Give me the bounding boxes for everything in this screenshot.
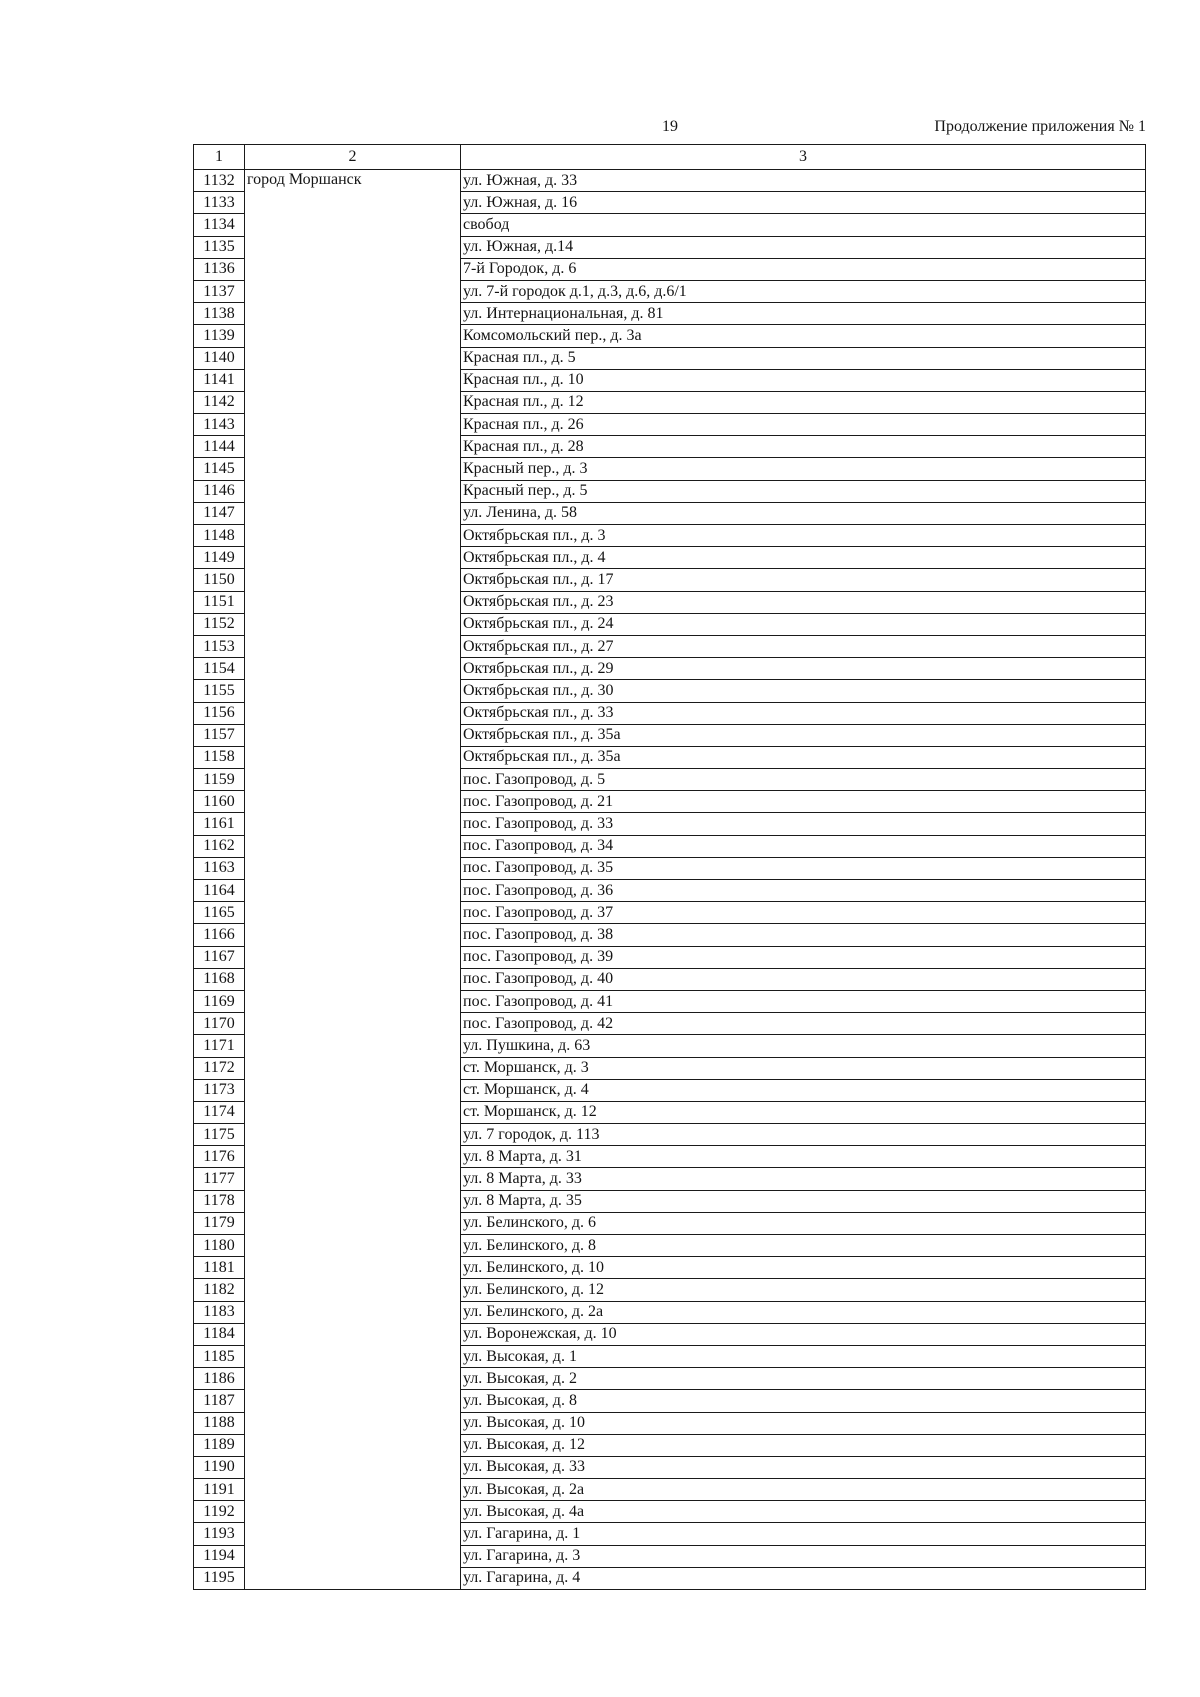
address-cell: Красный пер., д. 5 <box>461 480 1146 502</box>
address-cell: ул. Белинского, д. 8 <box>461 1235 1146 1257</box>
settlement-cell: город Моршанск <box>245 170 461 192</box>
table-row <box>194 924 1146 946</box>
row-number-cell: 1136 <box>194 258 245 280</box>
row-number-cell: 1175 <box>194 1124 245 1146</box>
table-row <box>194 192 1146 214</box>
table-row <box>194 369 1146 391</box>
row-number-cell: 1178 <box>194 1190 245 1212</box>
settlement-cell <box>245 569 461 591</box>
table-row <box>194 1456 1146 1478</box>
row-number-cell: 1191 <box>194 1479 245 1501</box>
row-number-cell: 1146 <box>194 480 245 502</box>
row-number-cell: 1147 <box>194 502 245 524</box>
table-row <box>194 1545 1146 1567</box>
address-cell: ул. Пушкина, д. 63 <box>461 1035 1146 1057</box>
table-row <box>194 724 1146 746</box>
table-row <box>194 236 1146 258</box>
address-cell: пос. Газопровод, д. 33 <box>461 813 1146 835</box>
row-number-cell: 1186 <box>194 1368 245 1390</box>
row-number-cell: 1160 <box>194 791 245 813</box>
settlement-cell <box>245 1279 461 1301</box>
row-number-cell: 1195 <box>194 1567 245 1589</box>
table-row <box>194 968 1146 990</box>
table-row <box>194 613 1146 635</box>
address-cell: пос. Газопровод, д. 34 <box>461 835 1146 857</box>
row-number-cell: 1142 <box>194 391 245 413</box>
address-cell: ул. 7-й городок д.1, д.3, д.6, д.6/1 <box>461 280 1146 302</box>
settlement-cell <box>245 547 461 569</box>
settlement-cell <box>245 880 461 902</box>
settlement-cell <box>245 1190 461 1212</box>
address-cell: ул. Высокая, д. 12 <box>461 1434 1146 1456</box>
address-cell: ул. Ленина, д. 58 <box>461 502 1146 524</box>
table-row <box>194 569 1146 591</box>
table-row <box>194 325 1146 347</box>
table-row <box>194 1567 1146 1589</box>
row-number-cell: 1165 <box>194 902 245 924</box>
table-row <box>194 680 1146 702</box>
row-number-cell: 1162 <box>194 835 245 857</box>
address-cell: Октябрьская пл., д. 33 <box>461 702 1146 724</box>
address-cell: ул. Гагарина, д. 4 <box>461 1567 1146 1589</box>
table-row <box>194 480 1146 502</box>
address-cell: Красный пер., д. 3 <box>461 458 1146 480</box>
table-row <box>194 347 1146 369</box>
address-cell: ул. 8 Марта, д. 35 <box>461 1190 1146 1212</box>
address-cell: ул. Южная, д.14 <box>461 236 1146 258</box>
address-cell: Октябрьская пл., д. 3 <box>461 525 1146 547</box>
table-row <box>194 1079 1146 1101</box>
settlement-cell <box>245 1013 461 1035</box>
settlement-cell <box>245 835 461 857</box>
settlement-cell <box>245 1301 461 1323</box>
table-row <box>194 702 1146 724</box>
address-cell: 7-й Городок, д. 6 <box>461 258 1146 280</box>
settlement-cell <box>245 658 461 680</box>
settlement-cell <box>245 1235 461 1257</box>
table-row <box>194 635 1146 657</box>
settlement-cell <box>245 1345 461 1367</box>
table-row <box>194 769 1146 791</box>
table-row <box>194 880 1146 902</box>
table-row <box>194 170 1146 192</box>
settlement-cell <box>245 1523 461 1545</box>
address-cell: Красная пл., д. 5 <box>461 347 1146 369</box>
address-cell: пос. Газопровод, д. 40 <box>461 968 1146 990</box>
page-number: 19 <box>662 118 678 135</box>
settlement-cell <box>245 1434 461 1456</box>
settlement-cell <box>245 458 461 480</box>
row-number-cell: 1181 <box>194 1257 245 1279</box>
row-number-cell: 1183 <box>194 1301 245 1323</box>
address-cell: Красная пл., д. 12 <box>461 391 1146 413</box>
address-cell: Октябрьская пл., д. 29 <box>461 658 1146 680</box>
address-cell: ул. Белинского, д. 2а <box>461 1301 1146 1323</box>
column-header-2: 2 <box>245 145 461 170</box>
row-number-cell: 1182 <box>194 1279 245 1301</box>
row-number-cell: 1185 <box>194 1345 245 1367</box>
table-row <box>194 813 1146 835</box>
table-row <box>194 946 1146 968</box>
settlement-cell <box>245 613 461 635</box>
table-row <box>194 1368 1146 1390</box>
row-number-cell: 1139 <box>194 325 245 347</box>
row-number-cell: 1189 <box>194 1434 245 1456</box>
address-cell: ул. Высокая, д. 2а <box>461 1479 1146 1501</box>
table-row <box>194 1412 1146 1434</box>
table-row <box>194 391 1146 413</box>
row-number-cell: 1157 <box>194 724 245 746</box>
address-cell: Комсомольский пер., д. 3а <box>461 325 1146 347</box>
row-number-cell: 1177 <box>194 1168 245 1190</box>
address-cell: ст. Моршанск, д. 4 <box>461 1079 1146 1101</box>
table-row <box>194 1434 1146 1456</box>
table-row <box>194 1057 1146 1079</box>
address-cell: ул. Белинского, д. 12 <box>461 1279 1146 1301</box>
row-number-cell: 1156 <box>194 702 245 724</box>
row-number-cell: 1179 <box>194 1212 245 1234</box>
table-row <box>194 902 1146 924</box>
settlement-cell <box>245 480 461 502</box>
row-number-cell: 1150 <box>194 569 245 591</box>
row-number-cell: 1154 <box>194 658 245 680</box>
row-number-cell: 1152 <box>194 613 245 635</box>
row-number-cell: 1169 <box>194 990 245 1012</box>
column-header-3: 3 <box>461 145 1146 170</box>
settlement-cell <box>245 502 461 524</box>
settlement-cell <box>245 1323 461 1345</box>
table-row <box>194 1168 1146 1190</box>
table-row <box>194 835 1146 857</box>
table-row <box>194 525 1146 547</box>
row-number-cell: 1172 <box>194 1057 245 1079</box>
table-row <box>194 303 1146 325</box>
table-row <box>194 280 1146 302</box>
settlement-cell <box>245 680 461 702</box>
address-cell: ул. 7 городок, д. 113 <box>461 1124 1146 1146</box>
table-row <box>194 1523 1146 1545</box>
address-cell: пос. Газопровод, д. 41 <box>461 990 1146 1012</box>
settlement-cell <box>245 1035 461 1057</box>
row-number-cell: 1145 <box>194 458 245 480</box>
address-cell: ул. 8 Марта, д. 33 <box>461 1168 1146 1190</box>
address-cell: пос. Газопровод, д. 38 <box>461 924 1146 946</box>
row-number-cell: 1155 <box>194 680 245 702</box>
address-cell: пос. Газопровод, д. 36 <box>461 880 1146 902</box>
table-row <box>194 1323 1146 1345</box>
row-number-cell: 1171 <box>194 1035 245 1057</box>
settlement-cell <box>245 1079 461 1101</box>
table-row <box>194 1212 1146 1234</box>
row-number-cell: 1132 <box>194 170 245 192</box>
row-number-cell: 1144 <box>194 436 245 458</box>
table-row <box>194 1146 1146 1168</box>
settlement-cell <box>245 902 461 924</box>
row-number-cell: 1140 <box>194 347 245 369</box>
row-number-cell: 1184 <box>194 1323 245 1345</box>
address-cell: ст. Моршанск, д. 12 <box>461 1101 1146 1123</box>
settlement-cell <box>245 1168 461 1190</box>
address-cell: ул. Высокая, д. 33 <box>461 1456 1146 1478</box>
table-row <box>194 547 1146 569</box>
settlement-cell <box>245 325 461 347</box>
table-row <box>194 990 1146 1012</box>
address-cell: ул. Высокая, д. 2 <box>461 1368 1146 1390</box>
row-number-cell: 1180 <box>194 1235 245 1257</box>
settlement-cell <box>245 724 461 746</box>
address-cell: ул. Высокая, д. 10 <box>461 1412 1146 1434</box>
address-cell: ул. Южная, д. 16 <box>461 192 1146 214</box>
row-number-cell: 1163 <box>194 857 245 879</box>
settlement-cell <box>245 192 461 214</box>
settlement-cell <box>245 1057 461 1079</box>
settlement-cell <box>245 1479 461 1501</box>
table-row <box>194 436 1146 458</box>
table-row <box>194 857 1146 879</box>
address-cell: Красная пл., д. 28 <box>461 436 1146 458</box>
settlement-cell <box>245 635 461 657</box>
address-cell: пос. Газопровод, д. 35 <box>461 857 1146 879</box>
table-row <box>194 1235 1146 1257</box>
table-row <box>194 258 1146 280</box>
table-row <box>194 658 1146 680</box>
table-row <box>194 1390 1146 1412</box>
appendix-continuation-note: Продолжение приложения № 1 <box>934 118 1146 135</box>
address-cell: ул. 8 Марта, д. 31 <box>461 1146 1146 1168</box>
row-number-cell: 1159 <box>194 769 245 791</box>
address-cell: ул. Высокая, д. 4а <box>461 1501 1146 1523</box>
table-row <box>194 1101 1146 1123</box>
row-number-cell: 1176 <box>194 1146 245 1168</box>
settlement-cell <box>245 990 461 1012</box>
settlement-cell <box>245 813 461 835</box>
table-row <box>194 1035 1146 1057</box>
settlement-cell <box>245 414 461 436</box>
settlement-cell <box>245 591 461 613</box>
settlement-cell <box>245 258 461 280</box>
settlement-cell <box>245 391 461 413</box>
address-cell: ул. Высокая, д. 1 <box>461 1345 1146 1367</box>
row-number-cell: 1194 <box>194 1545 245 1567</box>
settlement-cell <box>245 1124 461 1146</box>
table-row <box>194 1501 1146 1523</box>
row-number-cell: 1148 <box>194 525 245 547</box>
row-number-cell: 1133 <box>194 192 245 214</box>
table-row <box>194 1345 1146 1367</box>
table-row <box>194 791 1146 813</box>
settlement-cell <box>245 1146 461 1168</box>
address-cell: Октябрьская пл., д. 35а <box>461 746 1146 768</box>
row-number-cell: 1193 <box>194 1523 245 1545</box>
table-row <box>194 1479 1146 1501</box>
settlement-cell <box>245 1257 461 1279</box>
table-row <box>194 1279 1146 1301</box>
table-row <box>194 414 1146 436</box>
row-number-cell: 1168 <box>194 968 245 990</box>
table-row <box>194 214 1146 236</box>
settlement-cell <box>245 946 461 968</box>
row-number-cell: 1153 <box>194 635 245 657</box>
settlement-cell <box>245 857 461 879</box>
address-cell: Октябрьская пл., д. 4 <box>461 547 1146 569</box>
row-number-cell: 1164 <box>194 880 245 902</box>
table-row <box>194 1013 1146 1035</box>
address-cell: ул. Интернациональная, д. 81 <box>461 303 1146 325</box>
settlement-cell <box>245 746 461 768</box>
settlement-cell <box>245 1101 461 1123</box>
table-body <box>194 170 1146 1590</box>
row-number-cell: 1192 <box>194 1501 245 1523</box>
settlement-cell <box>245 525 461 547</box>
address-cell: Октябрьская пл., д. 27 <box>461 635 1146 657</box>
table-row <box>194 1301 1146 1323</box>
address-cell: ул. Высокая, д. 8 <box>461 1390 1146 1412</box>
address-cell: пос. Газопровод, д. 21 <box>461 791 1146 813</box>
row-number-cell: 1188 <box>194 1412 245 1434</box>
table-row <box>194 458 1146 480</box>
address-cell: ул. Белинского, д. 6 <box>461 1212 1146 1234</box>
row-number-cell: 1173 <box>194 1079 245 1101</box>
address-cell: Красная пл., д. 10 <box>461 369 1146 391</box>
table-header-row <box>194 145 1146 170</box>
settlement-cell <box>245 1545 461 1567</box>
row-number-cell: 1151 <box>194 591 245 613</box>
row-number-cell: 1138 <box>194 303 245 325</box>
table-row <box>194 1257 1146 1279</box>
settlement-cell <box>245 968 461 990</box>
settlement-cell <box>245 1412 461 1434</box>
row-number-cell: 1158 <box>194 746 245 768</box>
row-number-cell: 1190 <box>194 1456 245 1478</box>
address-cell: ул. Гагарина, д. 1 <box>461 1523 1146 1545</box>
row-number-cell: 1174 <box>194 1101 245 1123</box>
settlement-cell <box>245 236 461 258</box>
row-number-cell: 1161 <box>194 813 245 835</box>
address-cell: ул. Гагарина, д. 3 <box>461 1545 1146 1567</box>
row-number-cell: 1143 <box>194 414 245 436</box>
address-cell: Октябрьская пл., д. 30 <box>461 680 1146 702</box>
table-row <box>194 746 1146 768</box>
column-header-1: 1 <box>194 145 245 170</box>
address-cell: Октябрьская пл., д. 35а <box>461 724 1146 746</box>
table-row <box>194 1124 1146 1146</box>
row-number-cell: 1167 <box>194 946 245 968</box>
table-row <box>194 1190 1146 1212</box>
address-cell: пос. Газопровод, д. 42 <box>461 1013 1146 1035</box>
settlement-cell <box>245 1567 461 1589</box>
address-cell: ст. Моршанск, д. 3 <box>461 1057 1146 1079</box>
row-number-cell: 1141 <box>194 369 245 391</box>
row-number-cell: 1166 <box>194 924 245 946</box>
settlement-cell <box>245 214 461 236</box>
address-cell: Октябрьская пл., д. 17 <box>461 569 1146 591</box>
settlement-cell <box>245 1368 461 1390</box>
address-cell: пос. Газопровод, д. 39 <box>461 946 1146 968</box>
address-cell: Октябрьская пл., д. 24 <box>461 613 1146 635</box>
row-number-cell: 1137 <box>194 280 245 302</box>
table-row <box>194 502 1146 524</box>
address-cell: Красная пл., д. 26 <box>461 414 1146 436</box>
table-row <box>194 591 1146 613</box>
settlement-cell <box>245 1212 461 1234</box>
settlement-cell <box>245 347 461 369</box>
row-number-cell: 1149 <box>194 547 245 569</box>
settlement-cell <box>245 436 461 458</box>
settlement-cell <box>245 280 461 302</box>
settlement-cell <box>245 791 461 813</box>
settlement-cell <box>245 1456 461 1478</box>
address-cell: свобод <box>461 214 1146 236</box>
settlement-cell <box>245 924 461 946</box>
address-cell: ул. Воронежская, д. 10 <box>461 1323 1146 1345</box>
row-number-cell: 1135 <box>194 236 245 258</box>
row-number-cell: 1187 <box>194 1390 245 1412</box>
settlement-cell <box>245 1501 461 1523</box>
address-cell: ул. Белинского, д. 10 <box>461 1257 1146 1279</box>
address-table <box>193 144 1146 1590</box>
row-number-cell: 1134 <box>194 214 245 236</box>
settlement-cell <box>245 303 461 325</box>
settlement-cell <box>245 1390 461 1412</box>
address-cell: Октябрьская пл., д. 23 <box>461 591 1146 613</box>
address-cell: пос. Газопровод, д. 37 <box>461 902 1146 924</box>
address-cell: пос. Газопровод, д. 5 <box>461 769 1146 791</box>
settlement-cell <box>245 369 461 391</box>
address-cell: ул. Южная, д. 33 <box>461 170 1146 192</box>
settlement-cell <box>245 769 461 791</box>
settlement-cell <box>245 702 461 724</box>
row-number-cell: 1170 <box>194 1013 245 1035</box>
